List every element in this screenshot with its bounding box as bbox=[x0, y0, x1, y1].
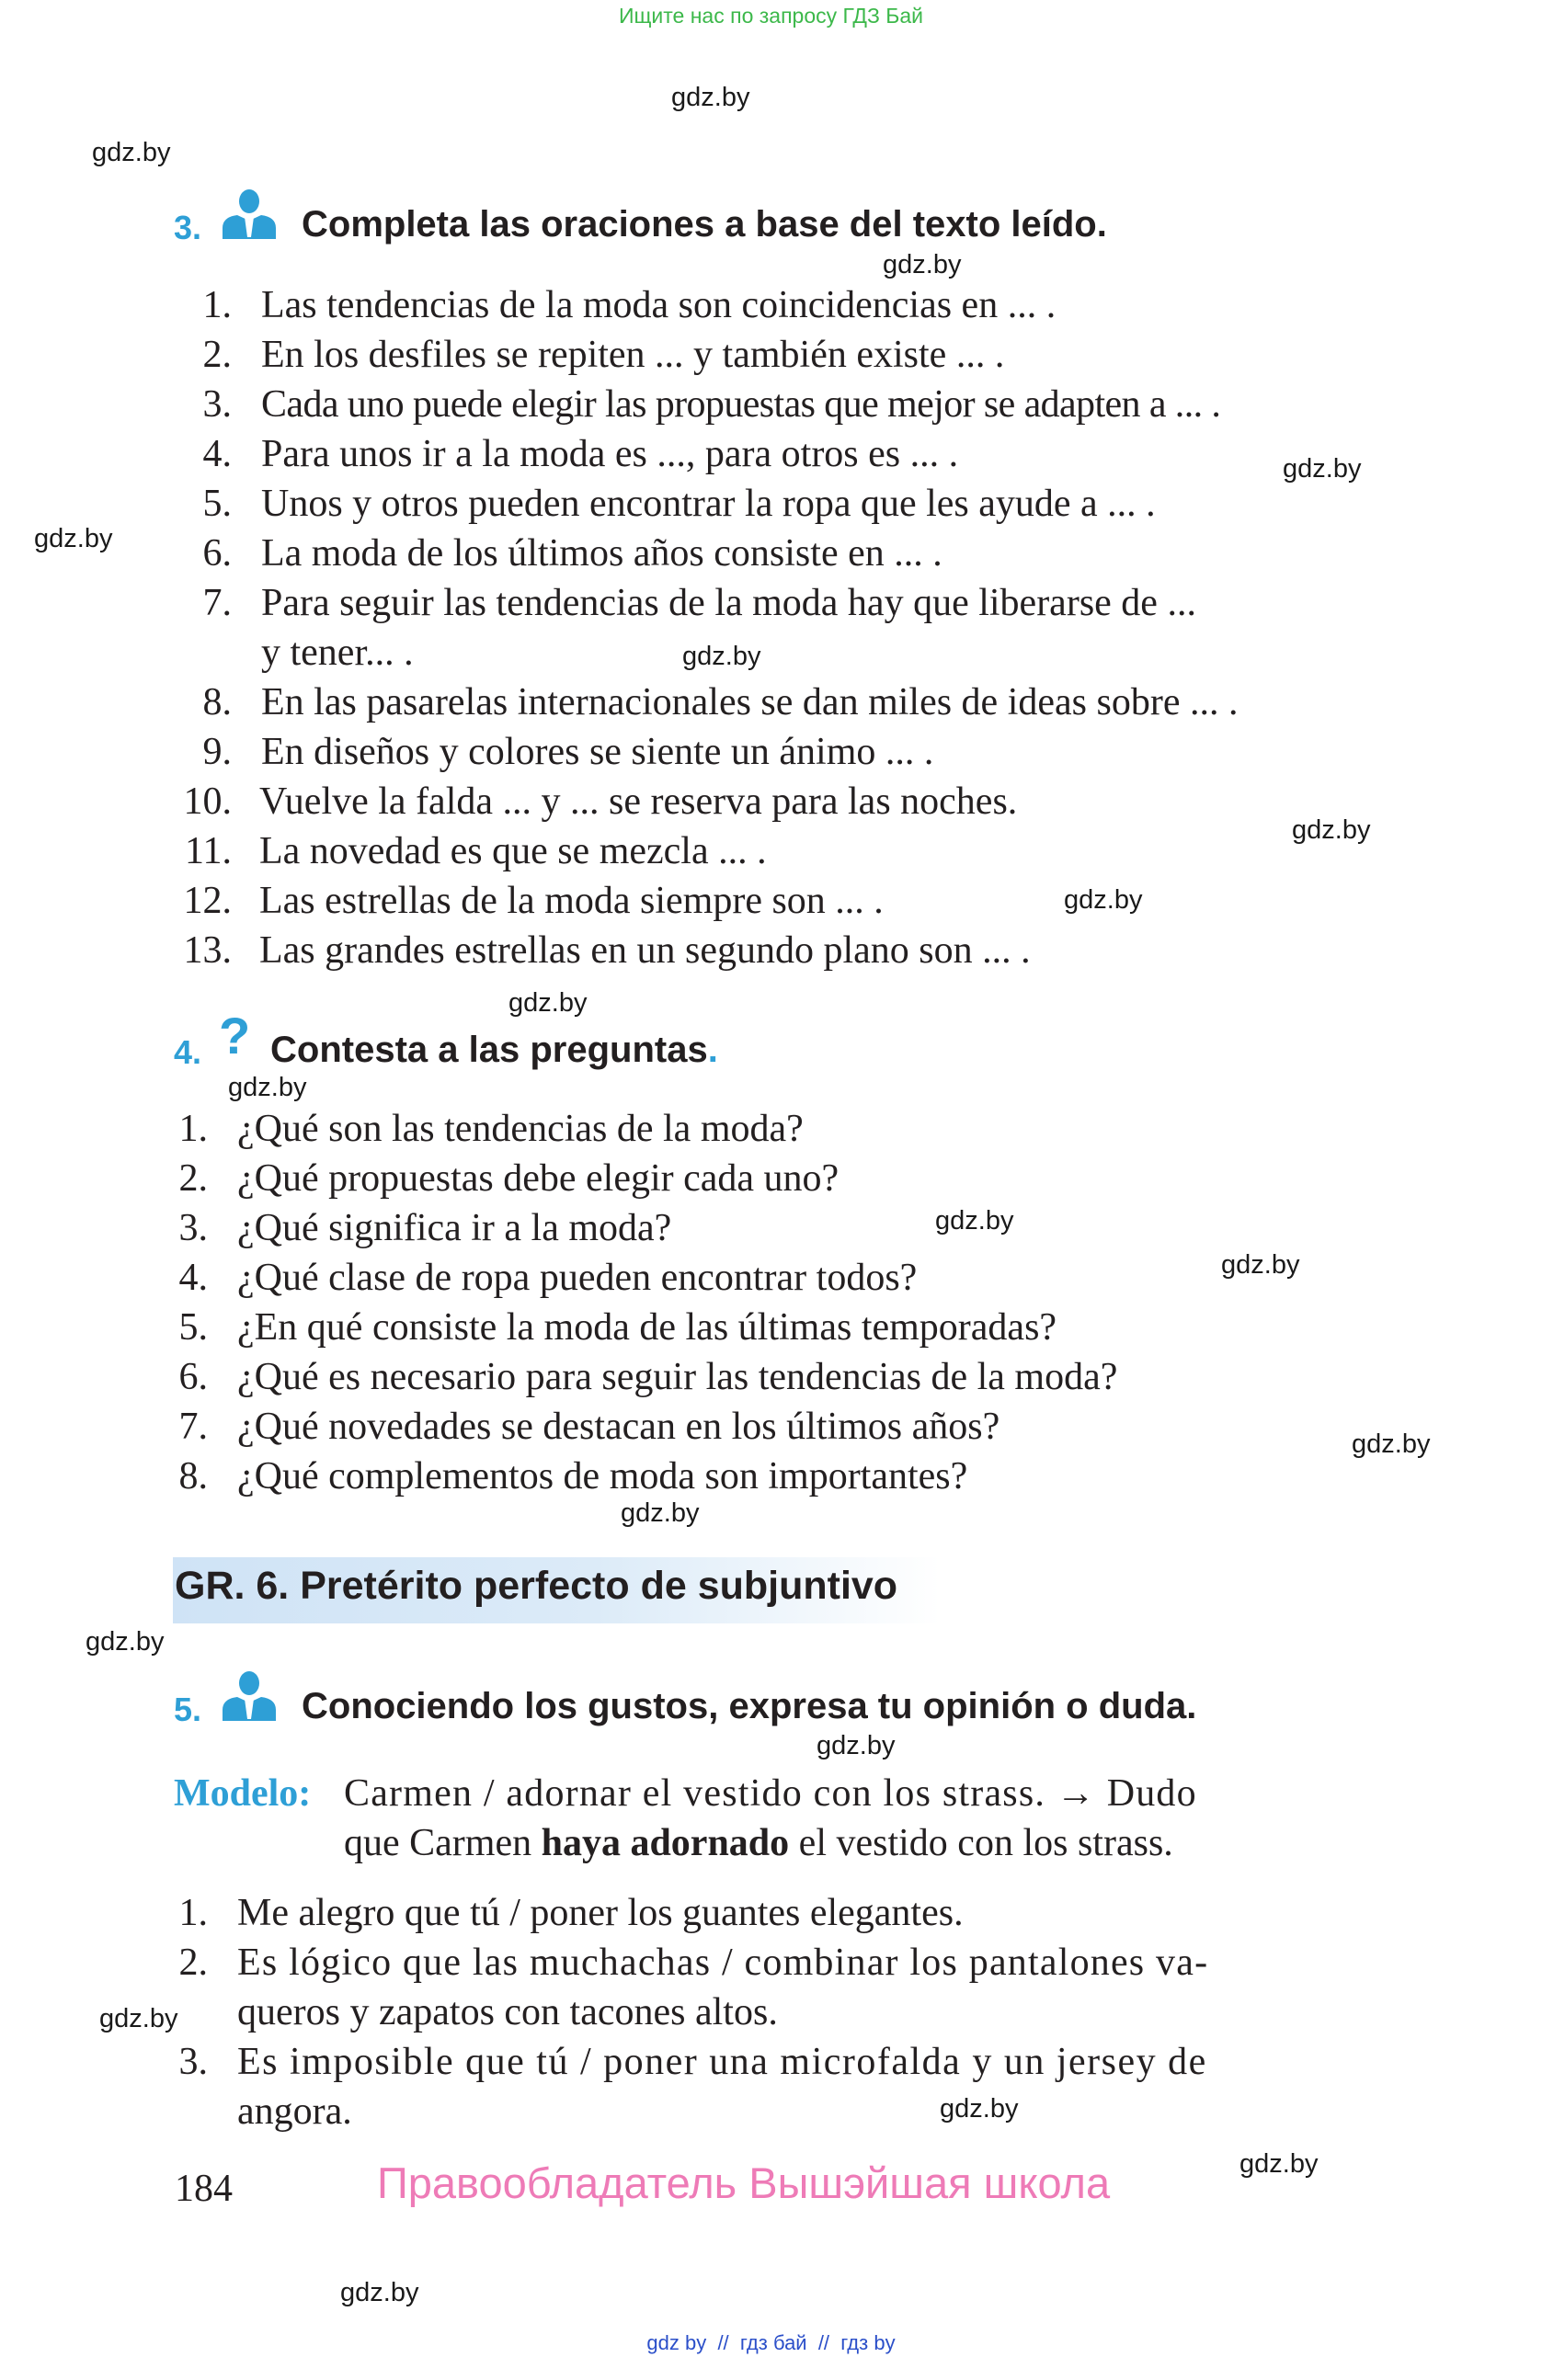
question-mark-icon: ? bbox=[219, 1007, 251, 1065]
list-item: ¿Qué significa ir a la moda? bbox=[237, 1207, 672, 1249]
list-item-number: 4. bbox=[178, 1257, 208, 1299]
exercise-5-number: 5. bbox=[174, 1691, 202, 1728]
list-item: Para unos ir a la moda es ..., para otros es ... . bbox=[261, 433, 959, 475]
list-item: Es lógico que las muchachas / combinar los pantalones va- bbox=[237, 1942, 1209, 1984]
list-item: ¿Qué complementos de moda son importantes? bbox=[237, 1455, 968, 1497]
watermark: gdz.by bbox=[228, 1073, 307, 1102]
watermark: gdz.by bbox=[1292, 815, 1371, 845]
watermark: gdz.by bbox=[682, 642, 761, 671]
watermark: gdz.by bbox=[621, 1498, 700, 1528]
list-item-number: 12. bbox=[183, 880, 232, 922]
exercise-4-title-text: Contesta a las preguntas bbox=[270, 1030, 708, 1070]
list-item-number: 8. bbox=[178, 1455, 208, 1497]
list-item: Para seguir las tendencias de la moda hay que liberarse de ... bbox=[261, 582, 1196, 624]
list-item-continuation: queros y zapatos con tacones altos. bbox=[237, 1991, 778, 2033]
list-item: Las grandes estrellas en un segundo plano son ... . bbox=[259, 929, 1031, 972]
watermark: gdz.by bbox=[86, 1627, 165, 1657]
watermark: gdz.by bbox=[935, 1206, 1014, 1236]
bottom-links[interactable]: gdz by // гдз бай // гдз by bbox=[646, 2331, 896, 2354]
list-item-number: 6. bbox=[178, 1356, 208, 1398]
watermark: gdz.by bbox=[1221, 1250, 1300, 1280]
watermark: gdz.by bbox=[1352, 1429, 1431, 1459]
list-item-number: 10. bbox=[183, 780, 232, 823]
list-item: ¿Qué clase de ropa pueden encontrar todos? bbox=[237, 1257, 918, 1299]
list-item: En los desfiles se repiten ... y también existe ... . bbox=[261, 334, 1005, 376]
list-item: ¿En qué consiste la moda de las últimas temporadas? bbox=[237, 1306, 1057, 1349]
watermark: gdz.by bbox=[883, 250, 962, 279]
header-note: Ищите нас по запросу ГДЗ Бай bbox=[618, 4, 924, 28]
list-item: Es imposible que tú / poner una microfalda y un jersey de bbox=[237, 2041, 1207, 2083]
grammar-heading: GR. 6. Pretérito perfecto de subjuntivo bbox=[175, 1564, 898, 1608]
list-item: Me alegro que tú / poner los guantes elegantes. bbox=[237, 1892, 964, 1934]
modelo-line-2 bbox=[344, 1821, 1173, 1865]
list-item: Vuelve la falda ... y ... se reserva para las noches. bbox=[259, 780, 1018, 823]
exercise-3-title: Completa las oraciones a base del texto leído. bbox=[302, 204, 1107, 245]
exercise-4-number: 4. bbox=[174, 1033, 202, 1071]
list-item: En las pasarelas internacionales se dan miles de ideas sobre ... . bbox=[261, 681, 1239, 723]
watermark: gdz.by bbox=[92, 138, 171, 167]
exercise-3-number: 3. bbox=[174, 209, 202, 246]
list-item: En diseños y colores se siente un ánimo ... . bbox=[261, 731, 934, 773]
list-item: Unos y otros pueden encontrar la ropa que les ayude a ... . bbox=[261, 483, 1156, 525]
person-icon bbox=[221, 188, 278, 239]
list-item-number: 5. bbox=[178, 1306, 208, 1349]
list-item-number: 1. bbox=[178, 1892, 208, 1934]
list-item-number: 3. bbox=[178, 1207, 208, 1249]
rights-holder-note: Правообладатель Вышэйшая школа bbox=[377, 2158, 1111, 2207]
list-item-number: 7. bbox=[202, 582, 232, 624]
watermark: gdz.by bbox=[340, 2278, 419, 2307]
list-item-number: 8. bbox=[202, 681, 232, 723]
watermark: gdz.by bbox=[508, 988, 588, 1018]
person-icon bbox=[221, 1669, 278, 1721]
list-item: Las tendencias de la moda son coincidencias en ... . bbox=[261, 284, 1057, 326]
list-item-number: 2. bbox=[178, 1157, 208, 1200]
list-item: La novedad es que se mezcla ... . bbox=[259, 830, 767, 872]
list-item: La moda de los últimos años consiste en ... . bbox=[261, 532, 942, 575]
modelo-label: Modelo: bbox=[174, 1772, 312, 1815]
list-item-continuation: angora. bbox=[237, 2090, 352, 2133]
list-item: ¿Qué propuestas debe elegir cada uno? bbox=[237, 1157, 840, 1200]
list-item: Cada uno puede elegir las propuestas que mejor se adapten a ... . bbox=[261, 383, 1221, 426]
list-item-number: 3. bbox=[178, 2041, 208, 2083]
list-item-number: 11. bbox=[185, 830, 232, 872]
modelo-text: el vestido con los strass. bbox=[789, 1822, 1173, 1864]
list-item-number: 6. bbox=[202, 532, 232, 575]
list-item: ¿Qué es necesario para seguir las tendencias de la moda? bbox=[237, 1356, 1118, 1398]
exercise-4-title bbox=[270, 1030, 718, 1071]
list-item-number: 1. bbox=[202, 284, 232, 326]
watermark: gdz.by bbox=[940, 2094, 1019, 2124]
modelo-line-1: Carmen / adornar el vestido con los strass. → Dudo bbox=[344, 1772, 1197, 1815]
watermark: gdz.by bbox=[1283, 454, 1362, 484]
watermark: gdz.by bbox=[1064, 885, 1143, 915]
list-item-continuation: y tener... . bbox=[261, 632, 414, 674]
page-number: 184 bbox=[175, 2168, 233, 2210]
list-item-number: 3. bbox=[202, 383, 232, 426]
list-item: ¿Qué son las tendencias de la moda? bbox=[237, 1108, 804, 1150]
modelo-text: que Carmen bbox=[344, 1822, 542, 1864]
list-item-number: 2. bbox=[202, 334, 232, 376]
watermark: gdz.by bbox=[34, 524, 113, 553]
exercise-4-title-end: . bbox=[707, 1030, 718, 1070]
list-item: Las estrellas de la moda siempre son ... . bbox=[259, 880, 884, 922]
list-item-number: 7. bbox=[178, 1406, 208, 1448]
watermark: gdz.by bbox=[817, 1731, 896, 1760]
watermark: gdz.by bbox=[99, 2004, 178, 2033]
list-item-number: 9. bbox=[202, 731, 232, 773]
watermark: gdz.by bbox=[1239, 2149, 1319, 2179]
list-item-number: 5. bbox=[202, 483, 232, 525]
list-item-number: 2. bbox=[178, 1942, 208, 1984]
watermark: gdz.by bbox=[671, 83, 750, 112]
list-item-number: 13. bbox=[183, 929, 232, 972]
list-item: ¿Qué novedades se destacan en los últimos años? bbox=[237, 1406, 1000, 1448]
list-item-number: 1. bbox=[178, 1108, 208, 1150]
list-item-number: 4. bbox=[202, 433, 232, 475]
modelo-bold-verb: haya adornado bbox=[541, 1822, 790, 1864]
exercise-5-title: Conociendo los gustos, expresa tu opinión o duda. bbox=[302, 1686, 1197, 1726]
